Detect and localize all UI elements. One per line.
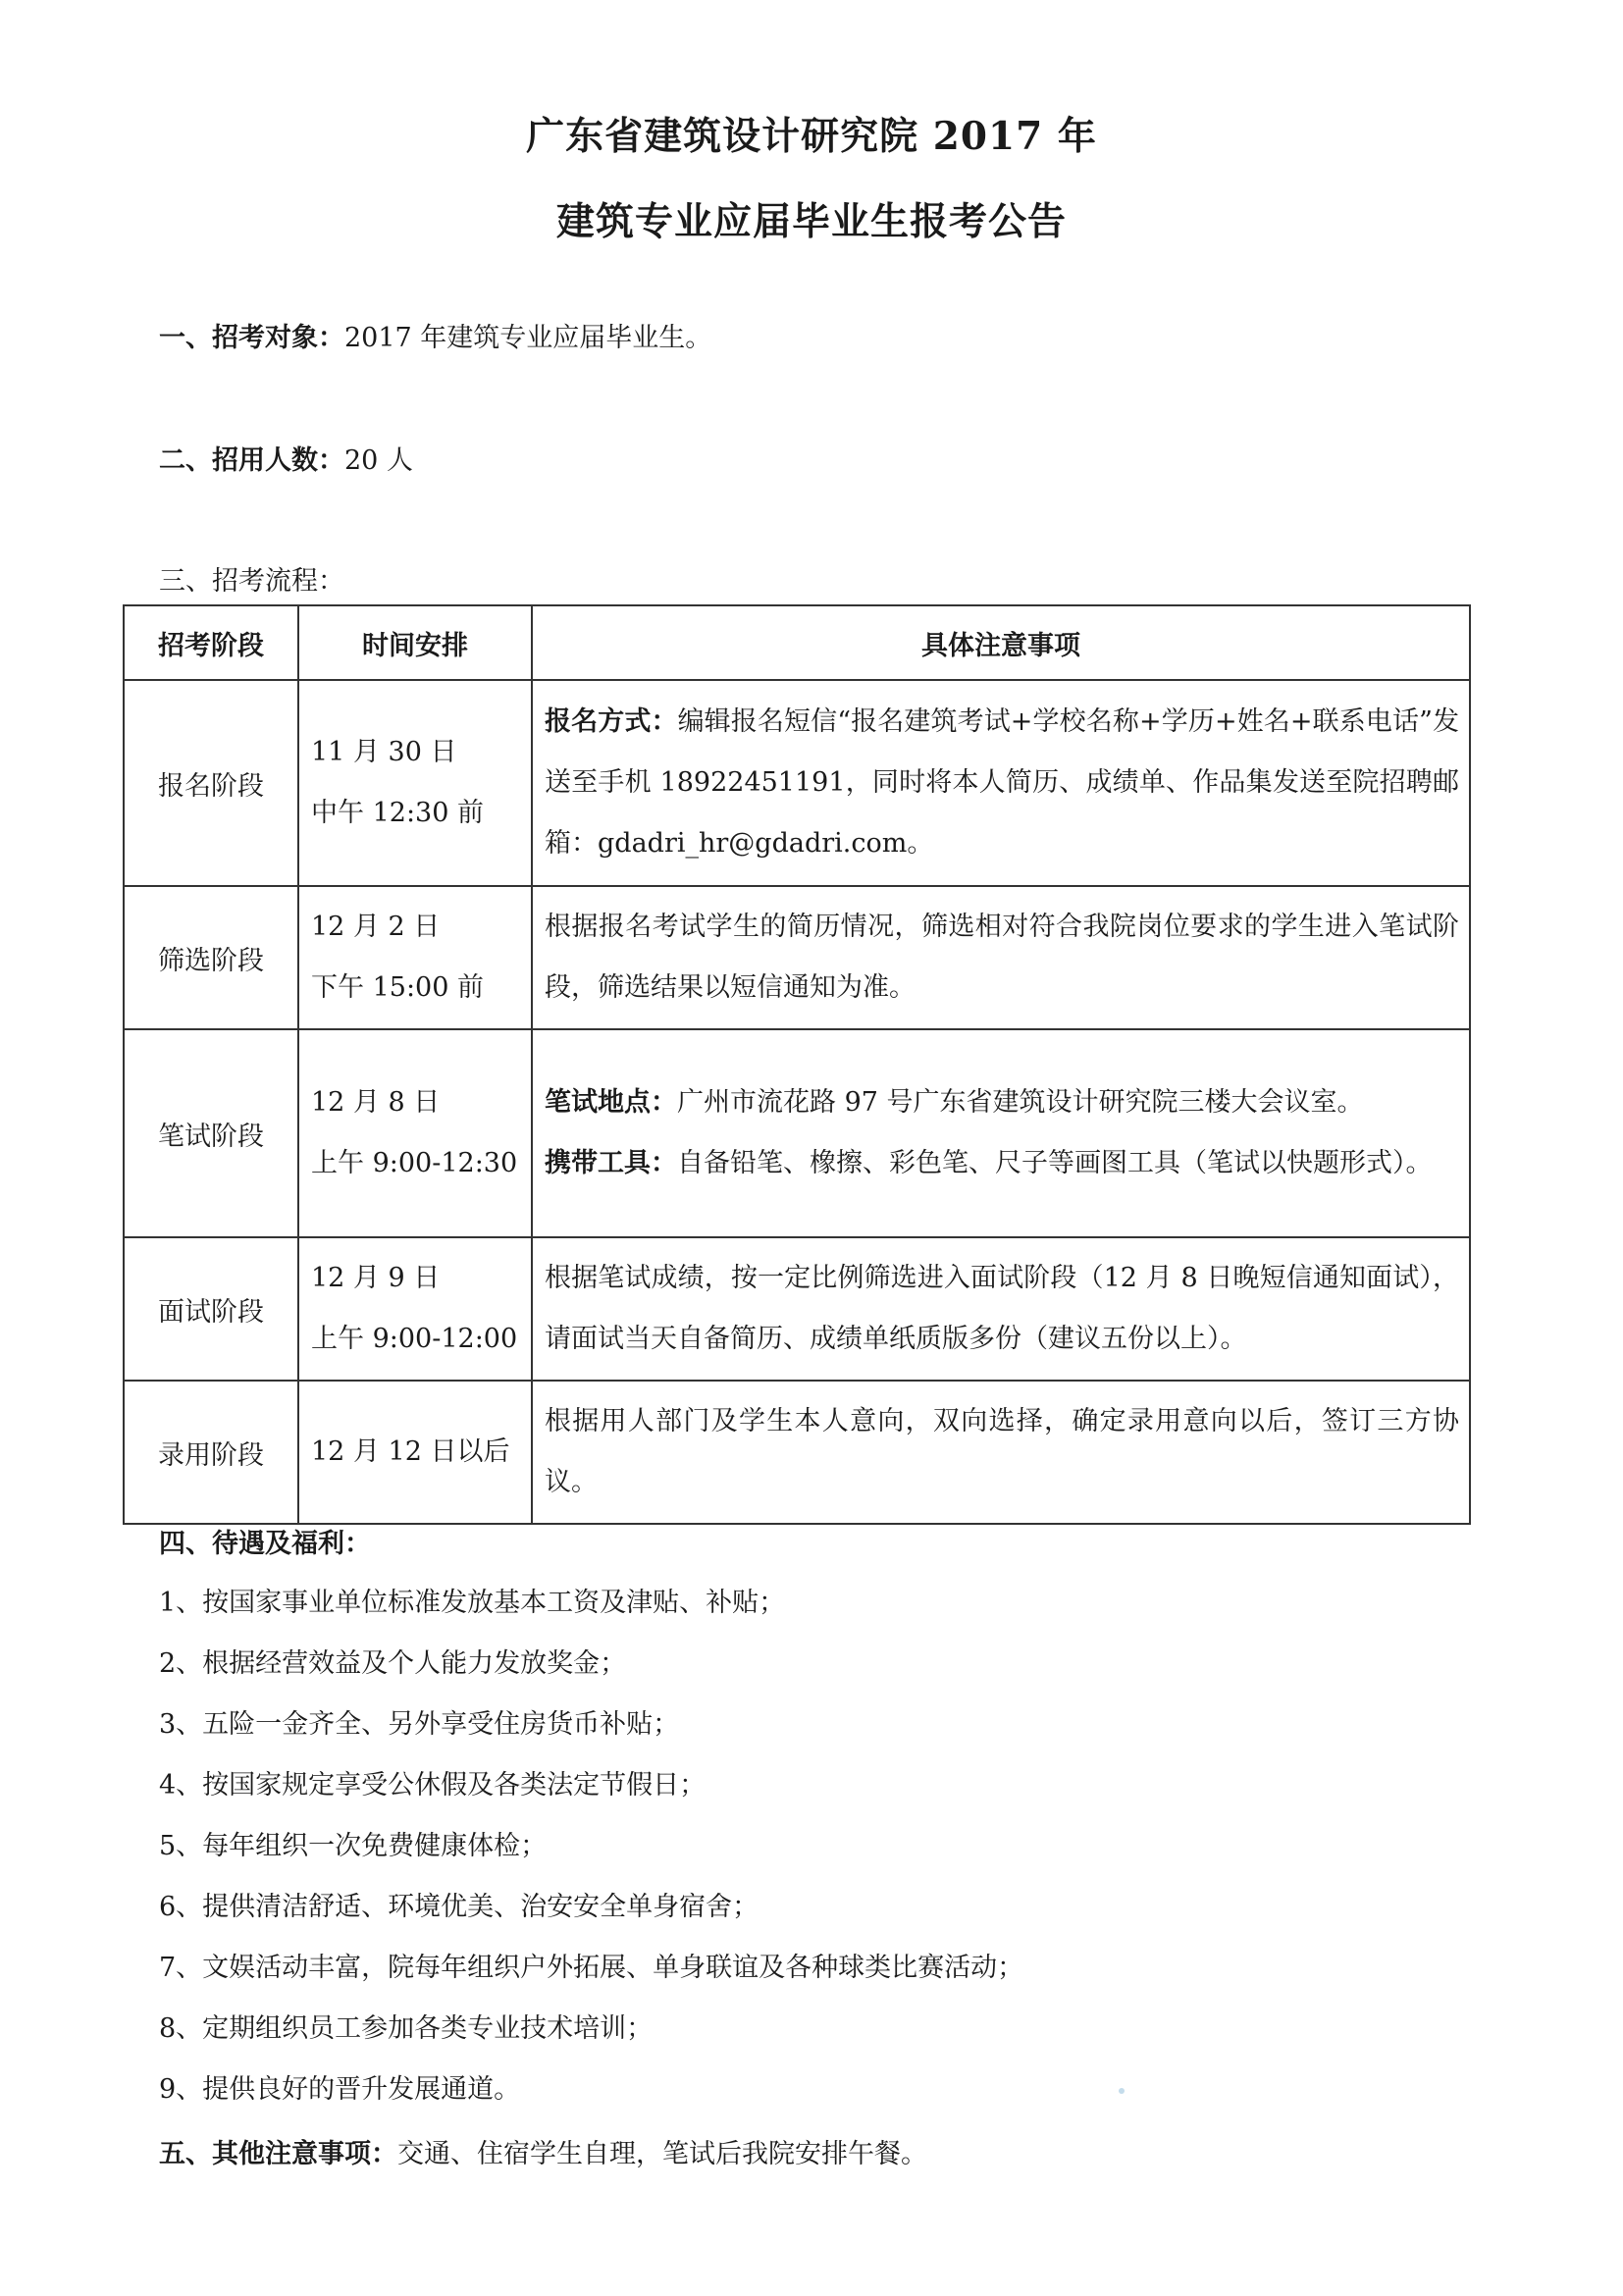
table-row: [124, 680, 1470, 886]
benefit-item: 1、按国家事业单位标准发放基本工资及津贴、补贴；: [159, 1588, 786, 1618]
benefit-item: 4、按国家规定享受公休假及各类法定节假日；: [159, 1770, 707, 1800]
document-title-line-2: 建筑专业应届毕业生报考公告: [555, 199, 1067, 244]
process-table: [123, 604, 1471, 1525]
section-heading: 五、其他注意事项：: [159, 2139, 397, 2169]
time-date: 12 月 8 日: [311, 1087, 441, 1118]
table-row: [124, 1237, 1470, 1381]
time-deadline: 下午 15:00 前: [311, 972, 484, 1003]
section-benefits: [159, 1516, 1023, 2120]
section-body: 交通、住宿学生自理，笔试后我院安排午餐。: [397, 2139, 927, 2169]
notes-text: 编辑报名短信“报名建筑考试+学校名称+学历+姓名+联系电话”发送至手机 18922451191，同时将本人简历、成绩单、作品集发送至院招聘邮箱：gdadri_hr@gdadri.com。: [545, 706, 1459, 859]
notes-cell: [532, 680, 1470, 886]
stage-cell: 面试阶段: [124, 1237, 298, 1381]
stage-cell: 筛选阶段: [124, 886, 298, 1029]
section-body: 2017 年建筑专业应届毕业生。: [344, 323, 712, 353]
time-date: 12 月 9 日: [311, 1263, 441, 1293]
section-heading: 四、待遇及福利：: [159, 1529, 371, 1559]
time-cell: [298, 680, 532, 886]
section-target-candidates: [159, 316, 711, 354]
scan-speck: [1119, 2088, 1125, 2094]
benefit-item: 8、定期组织员工参加各类专业技术培训；: [159, 2013, 654, 2044]
section-body: 20 人: [344, 445, 413, 476]
section-headcount: [159, 439, 413, 477]
section-process: [159, 559, 344, 598]
time-cell: [298, 886, 532, 1029]
exam-location: [545, 1072, 1459, 1133]
column-header-stage: 招考阶段: [124, 605, 298, 680]
table-header-row: [124, 605, 1470, 680]
stage-cell: 报名阶段: [124, 680, 298, 886]
table-row: [124, 1029, 1470, 1237]
time-deadline: 上午 9:00-12:00: [311, 1324, 518, 1354]
notes-text: 广州市流花路 97 号广东省建筑设计研究院三楼大会议室。: [677, 1087, 1364, 1118]
stage-cell: 笔试阶段: [124, 1029, 298, 1237]
section-heading: 一、招考对象：: [159, 323, 344, 353]
stage-cell: 录用阶段: [124, 1381, 298, 1524]
time-cell: [298, 1029, 532, 1237]
time-date: 12 月 2 日: [311, 912, 441, 942]
benefit-item: 5、每年组织一次免费健康体检；: [159, 1831, 548, 1861]
benefit-item: 9、提供良好的晋升发展通道。: [159, 2074, 521, 2105]
time-cell: [298, 1381, 532, 1524]
benefit-item: 3、五险一金齐全、另外享受住房货币补贴；: [159, 1709, 680, 1740]
time-date: 12 月 12 日以后: [311, 1436, 510, 1467]
document-title-line-1: 广东省建筑设计研究院 2017 年: [526, 114, 1097, 159]
time-deadline: 上午 9:00-12:30: [311, 1148, 518, 1178]
column-header-time: 时间安排: [298, 605, 532, 680]
table-row: [124, 886, 1470, 1029]
table-row: [124, 1381, 1470, 1524]
time-cell: [298, 1237, 532, 1381]
benefit-item: 2、根据经营效益及个人能力发放奖金；: [159, 1648, 627, 1679]
notes-cell: 根据笔试成绩，按一定比例筛选进入面试阶段（12 月 8 日晚短信通知面试），请面试当天自备简历、成绩单纸质版多份（建议五份以上）。: [532, 1237, 1470, 1381]
benefit-item: 7、文娱活动丰富，院每年组织户外拓展、单身联谊及各种球类比赛活动；: [159, 1953, 1024, 1983]
notes-label: 报名方式：: [545, 706, 678, 737]
exam-tools: [545, 1133, 1459, 1194]
notes-cell: 根据报名考试学生的简历情况，筛选相对符合我院岗位要求的学生进入笔试阶段，筛选结果以短信通知为准。: [532, 886, 1470, 1029]
time-date: 11 月 30 日: [311, 737, 457, 767]
section-heading: 三、招考流程：: [159, 566, 344, 597]
section-heading: 二、招用人数：: [159, 445, 344, 476]
time-deadline: 中午 12:30 前: [311, 798, 484, 828]
notes-cell: [532, 1029, 1470, 1237]
notes-cell: 根据用人部门及学生本人意向，双向选择，确定录用意向以后，签订三方协议。: [532, 1381, 1470, 1524]
section-other-notes: [159, 2132, 927, 2170]
notes-label: 笔试地点：: [545, 1087, 677, 1118]
notes-label: 携带工具：: [545, 1148, 677, 1178]
column-header-notes: 具体注意事项: [532, 605, 1470, 680]
benefit-item: 6、提供清洁舒适、环境优美、治安安全单身宿舍；: [159, 1892, 759, 1922]
notes-text: 自备铅笔、橡擦、彩色笔、尺子等画图工具（笔试以快题形式）。: [677, 1148, 1433, 1178]
